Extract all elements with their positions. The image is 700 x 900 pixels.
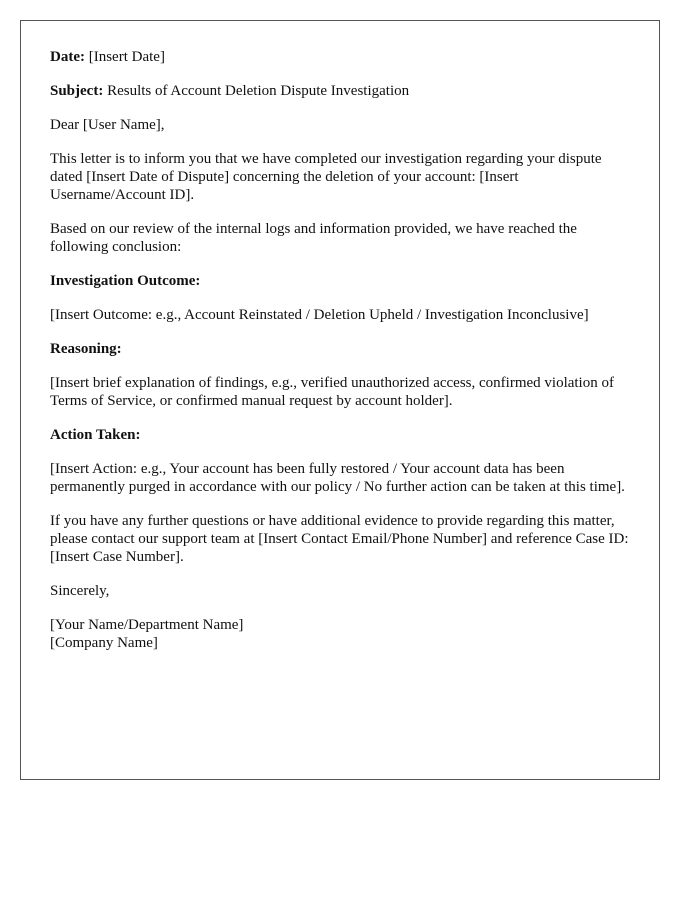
signature-block xyxy=(50,616,632,652)
action-text: [Insert Action: e.g., Your account has been fully restored / Your account data has been permanently purged in accordance with our policy / No further action can be taken at this time]. xyxy=(50,461,625,495)
subject-label: Subject: xyxy=(50,83,104,99)
intro-paragraph: This letter is to inform you that we have completed our investigation regarding your dispute dated [Insert Date of Dispute] concerning the deletion of your account: [Insert Username/Account ID]. xyxy=(50,151,602,203)
signature-name: [Your Name/Department Name] xyxy=(50,617,244,633)
reasoning-heading: Reasoning: xyxy=(50,341,122,357)
subject-line xyxy=(50,82,632,100)
date-line xyxy=(50,48,632,66)
outcome-text: [Insert Outcome: e.g., Account Reinstated / Deletion Upheld / Investigation Inconclusive] xyxy=(50,307,589,323)
letter-body xyxy=(50,48,632,668)
letter-page xyxy=(20,20,660,780)
date-value: [Insert Date] xyxy=(84,49,165,65)
review-paragraph: Based on our review of the internal logs and information provided, we have reached the following conclusion: xyxy=(50,221,577,255)
subject-value: Results of Account Deletion Dispute Investigation xyxy=(103,83,410,99)
action-heading: Action Taken: xyxy=(50,427,141,443)
reasoning-text: [Insert brief explanation of findings, e.g., verified unauthorized access, confirmed violation of Terms of Service, or confirmed manual request by account holder]. xyxy=(50,375,614,409)
salutation: Dear [User Name], xyxy=(50,117,165,133)
outcome-heading: Investigation Outcome: xyxy=(50,273,201,289)
closing: Sincerely, xyxy=(50,583,110,599)
signature-company: [Company Name] xyxy=(50,635,158,651)
contact-paragraph: If you have any further questions or have additional evidence to provide regarding this matter, please contact our support team at [Insert Contact Email/Phone Number] and reference Case ID: [Insert Case Number]. xyxy=(50,513,629,565)
date-label: Date: xyxy=(50,49,85,65)
